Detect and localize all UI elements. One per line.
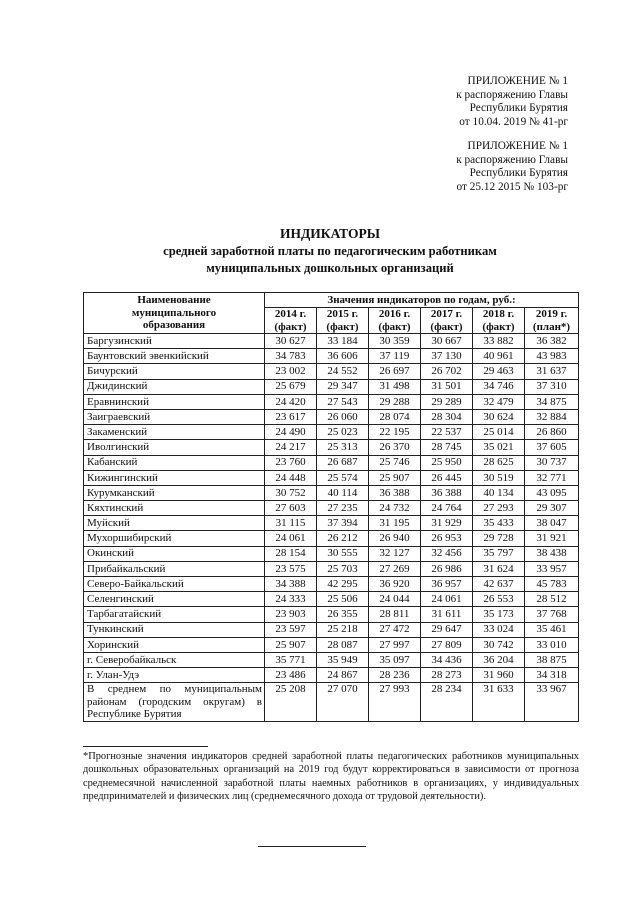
- indicator-value: 36 382: [525, 334, 579, 349]
- indicator-value: 30 737: [525, 455, 579, 470]
- indicator-value: 28 625: [473, 455, 525, 470]
- table-body: [84, 334, 579, 722]
- indicator-value: 34 746: [473, 379, 525, 394]
- end-divider: [258, 846, 366, 847]
- indicator-value: 35 021: [473, 440, 525, 455]
- summary-value: 27 070: [317, 683, 369, 722]
- indicator-value: 38 047: [525, 516, 579, 531]
- municipality-name: Заиграевский: [84, 409, 265, 424]
- indicator-value: 37 310: [525, 379, 579, 394]
- indicator-value: 28 236: [369, 668, 421, 683]
- indicator-value: 42 637: [473, 577, 525, 592]
- indicator-value: 28 811: [369, 607, 421, 622]
- document-subtitle-line1: средней заработной платы по педагогическим работникам: [163, 244, 497, 258]
- values-group-header: Значения индикаторов по годам, руб.:: [265, 293, 579, 308]
- indicator-value: 25 218: [317, 622, 369, 637]
- summary-row: [84, 683, 579, 722]
- summary-value: 25 208: [265, 683, 317, 722]
- indicator-value: 31 195: [369, 516, 421, 531]
- indicator-value: 40 961: [473, 349, 525, 364]
- appendix-date-number: от 25.12 2015 № 103-рг: [456, 180, 568, 193]
- indicator-value: 24 217: [265, 440, 317, 455]
- indicator-value: 30 667: [421, 334, 473, 349]
- indicator-value: 38 875: [525, 652, 579, 667]
- municipality-name: Муйский: [84, 516, 265, 531]
- indicator-value: 30 752: [265, 485, 317, 500]
- municipality-name: Кяхтинский: [84, 501, 265, 516]
- year-type-label: (план*): [532, 320, 571, 333]
- indicator-value: 23 597: [265, 622, 317, 637]
- indicator-value: 28 154: [265, 546, 317, 561]
- indicator-value: 26 212: [317, 531, 369, 546]
- indicator-value: 22 195: [369, 425, 421, 440]
- table-row: [84, 637, 579, 652]
- year-column-header: [317, 308, 369, 334]
- indicator-value: 23 617: [265, 409, 317, 424]
- year-column-header: [473, 308, 525, 334]
- indicator-value: 25 907: [369, 470, 421, 485]
- indicator-value: 29 728: [473, 531, 525, 546]
- appendix-issuer: к распоряжению Главы: [456, 88, 568, 101]
- indicator-value: 31 115: [265, 516, 317, 531]
- summary-value: 27 993: [369, 683, 421, 722]
- indicator-value: 24 552: [317, 364, 369, 379]
- municipality-name: Иволгинский: [84, 440, 265, 455]
- table-row: [84, 455, 579, 470]
- indicator-value: 24 061: [265, 531, 317, 546]
- municipality-name: Закаменский: [84, 425, 265, 440]
- indicator-value: 35 797: [473, 546, 525, 561]
- appendix-header-original: [456, 140, 568, 194]
- indicator-value: 25 506: [317, 592, 369, 607]
- indicator-value: 28 745: [421, 440, 473, 455]
- indicator-value: 25 746: [369, 455, 421, 470]
- indicator-value: 32 479: [473, 394, 525, 409]
- table-row: [84, 561, 579, 576]
- indicator-value: 32 127: [369, 546, 421, 561]
- summary-value: 33 967: [525, 683, 579, 722]
- indicator-value: 31 960: [473, 668, 525, 683]
- indicator-value: 35 433: [473, 516, 525, 531]
- table-row: [84, 394, 579, 409]
- indicator-value: 27 269: [369, 561, 421, 576]
- municipality-name: Мухоршибирский: [84, 531, 265, 546]
- municipality-name: Бичурский: [84, 364, 265, 379]
- indicator-value: 29 347: [317, 379, 369, 394]
- indicator-value: 24 061: [421, 592, 473, 607]
- header-text: образования: [142, 319, 206, 332]
- indicator-value: 38 438: [525, 546, 579, 561]
- indicator-value: 40 134: [473, 485, 525, 500]
- municipality-name: Джидинский: [84, 379, 265, 394]
- year-label: 2019 г.: [535, 308, 568, 320]
- appendix-title: ПРИЛОЖЕНИЕ № 1: [467, 75, 568, 87]
- indicator-value: 40 114: [317, 485, 369, 500]
- indicator-value: 26 702: [421, 364, 473, 379]
- indicator-value: 42 295: [317, 577, 369, 592]
- indicator-value: 25 023: [317, 425, 369, 440]
- indicator-value: 24 333: [265, 592, 317, 607]
- appendix-date-number: от 10.04. 2019 № 41-рг: [459, 115, 568, 128]
- indicator-value: 27 809: [421, 637, 473, 652]
- indicator-value: 29 307: [525, 501, 579, 516]
- indicator-value: 24 420: [265, 394, 317, 409]
- table-row: [84, 485, 579, 500]
- indicator-value: 36 388: [421, 485, 473, 500]
- indicator-value: 33 882: [473, 334, 525, 349]
- indicator-value: 24 867: [317, 668, 369, 683]
- table-row: [84, 531, 579, 546]
- indicator-value: 22 537: [421, 425, 473, 440]
- indicator-value: 36 388: [369, 485, 421, 500]
- indicator-value: 26 953: [421, 531, 473, 546]
- year-type-label: (факт): [274, 320, 307, 333]
- indicator-value: 30 624: [473, 409, 525, 424]
- year-type-label: (факт): [482, 320, 515, 333]
- table-row: [84, 652, 579, 667]
- indicator-value: 37 768: [525, 607, 579, 622]
- indicator-value: 32 771: [525, 470, 579, 485]
- table-row: [84, 501, 579, 516]
- indicator-value: 36 957: [421, 577, 473, 592]
- table-row: [84, 592, 579, 607]
- indicator-value: 31 929: [421, 516, 473, 531]
- table-row: [84, 364, 579, 379]
- table-row: [84, 607, 579, 622]
- indicator-value: 27 472: [369, 622, 421, 637]
- indicator-value: 36 920: [369, 577, 421, 592]
- indicator-value: 24 764: [421, 501, 473, 516]
- year-column-header: [369, 308, 421, 334]
- indicator-value: 24 448: [265, 470, 317, 485]
- indicator-value: 37 119: [369, 349, 421, 364]
- indicator-value: 27 603: [265, 501, 317, 516]
- indicator-value: 31 921: [525, 531, 579, 546]
- municipality-name: Баунтовский эвенкийский: [84, 349, 265, 364]
- indicator-value: 34 436: [421, 652, 473, 667]
- municipality-name: Кижингинский: [84, 470, 265, 485]
- table-row: [84, 379, 579, 394]
- document-subtitle-line2: муниципальных дошкольных организаций: [206, 261, 454, 275]
- municipality-name: Тарбагатайский: [84, 607, 265, 622]
- appendix-region: Республики Бурятия: [469, 102, 568, 115]
- indicator-value: 29 289: [421, 394, 473, 409]
- indicator-value: 37 605: [525, 440, 579, 455]
- indicator-value: 36 204: [473, 652, 525, 667]
- municipality-name: Прибайкальский: [84, 561, 265, 576]
- municipality-name: Еравнинский: [84, 394, 265, 409]
- year-label: 2014 г.: [274, 308, 307, 320]
- table-row: [84, 409, 579, 424]
- indicator-value: 31 637: [525, 364, 579, 379]
- indicator-value: 27 235: [317, 501, 369, 516]
- appendix-issuer: к распоряжению Главы: [456, 153, 568, 166]
- year-label: 2017 г.: [430, 308, 463, 320]
- indicator-value: 26 355: [317, 607, 369, 622]
- table-row: [84, 334, 579, 349]
- municipality-name: Окинский: [84, 546, 265, 561]
- summary-value: 31 633: [473, 683, 525, 722]
- indicator-value: 33 957: [525, 561, 579, 576]
- indicator-value: 31 498: [369, 379, 421, 394]
- indicator-value: 32 456: [421, 546, 473, 561]
- indicator-value: 30 627: [265, 334, 317, 349]
- indicator-value: 43 983: [525, 349, 579, 364]
- indicator-value: 26 697: [369, 364, 421, 379]
- year-column-header: [421, 308, 473, 334]
- year-type-label: (факт): [326, 320, 359, 333]
- indicator-value: 26 370: [369, 440, 421, 455]
- indicator-value: 33 024: [473, 622, 525, 637]
- indicators-table: [83, 292, 579, 722]
- indicator-value: 35 097: [369, 652, 421, 667]
- indicator-value: 24 732: [369, 501, 421, 516]
- indicator-value: 34 875: [525, 394, 579, 409]
- indicator-value: 23 486: [265, 668, 317, 683]
- indicator-value: 26 687: [317, 455, 369, 470]
- municipality-name: Тункинский: [84, 622, 265, 637]
- indicator-value: 25 679: [265, 379, 317, 394]
- table-row: [84, 546, 579, 561]
- header-text: муниципального: [131, 306, 217, 319]
- indicator-value: 26 445: [421, 470, 473, 485]
- table-row: [84, 577, 579, 592]
- indicator-value: 35 949: [317, 652, 369, 667]
- indicator-value: 28 087: [317, 637, 369, 652]
- indicator-value: 36 606: [317, 349, 369, 364]
- indicator-value: 33 184: [317, 334, 369, 349]
- indicator-value: 29 463: [473, 364, 525, 379]
- indicator-value: 30 742: [473, 637, 525, 652]
- footnote-divider: [83, 746, 208, 747]
- indicator-value: 32 884: [525, 409, 579, 424]
- indicator-value: 23 903: [265, 607, 317, 622]
- indicator-value: 35 461: [525, 622, 579, 637]
- indicator-value: 26 940: [369, 531, 421, 546]
- indicator-value: 26 986: [421, 561, 473, 576]
- year-label: 2018 г.: [482, 308, 515, 320]
- indicator-value: 35 173: [473, 607, 525, 622]
- municipality-name: г. Улан-Удэ: [84, 668, 265, 683]
- municipality-name: Северо-Байкальский: [84, 577, 265, 592]
- indicator-value: 28 074: [369, 409, 421, 424]
- indicator-value: 25 907: [265, 637, 317, 652]
- indicator-value: 45 783: [525, 577, 579, 592]
- indicator-value: 28 304: [421, 409, 473, 424]
- indicator-value: 25 950: [421, 455, 473, 470]
- indicator-value: 37 394: [317, 516, 369, 531]
- municipality-name: Курумканский: [84, 485, 265, 500]
- footnote: *Прогнозные значения индикаторов средней заработной платы педагогических работников муниципальных дошкольных образовательных организаций на 2019 год будут корректироваться в зависимости от прогноза среднемесячной начисленной заработной платы наемных работников в организациях, у индивидуальных предпринимателей и физических лиц (среднемесячного дохода от трудовой деятельности).: [83, 751, 579, 802]
- indicator-value: 27 293: [473, 501, 525, 516]
- indicator-value: 26 060: [317, 409, 369, 424]
- year-type-label: (факт): [378, 320, 411, 333]
- indicator-value: 23 760: [265, 455, 317, 470]
- indicator-value: 31 501: [421, 379, 473, 394]
- table-row: [84, 349, 579, 364]
- indicator-value: 35 771: [265, 652, 317, 667]
- year-column-header: [525, 308, 579, 334]
- document-title: ИНДИКАТОРЫ: [280, 226, 380, 241]
- municipality-name: Кабанский: [84, 455, 265, 470]
- indicator-value: 43 095: [525, 485, 579, 500]
- indicator-value: 27 543: [317, 394, 369, 409]
- table-row: [84, 470, 579, 485]
- indicator-value: 27 997: [369, 637, 421, 652]
- indicator-value: 25 014: [473, 425, 525, 440]
- year-label: 2016 г.: [378, 308, 411, 320]
- table-row: [84, 622, 579, 637]
- municipality-column-header: [84, 293, 265, 334]
- indicator-value: 34 318: [525, 668, 579, 683]
- indicator-value: 30 359: [369, 334, 421, 349]
- indicator-value: 24 044: [369, 592, 421, 607]
- table-row: [84, 440, 579, 455]
- year-type-label: (факт): [430, 320, 463, 333]
- header-text: Наименование: [137, 294, 211, 307]
- indicator-value: 33 010: [525, 637, 579, 652]
- municipality-name: Хоринский: [84, 637, 265, 652]
- indicator-value: 34 388: [265, 577, 317, 592]
- indicator-value: 25 574: [317, 470, 369, 485]
- indicator-value: 26 860: [525, 425, 579, 440]
- table-row: [84, 516, 579, 531]
- appendix-header-current: [456, 75, 568, 129]
- indicator-value: 23 575: [265, 561, 317, 576]
- indicator-value: 29 647: [421, 622, 473, 637]
- indicator-value: 29 288: [369, 394, 421, 409]
- appendix-region: Республики Бурятия: [469, 167, 568, 180]
- indicator-value: 30 519: [473, 470, 525, 485]
- indicator-value: 30 555: [317, 546, 369, 561]
- indicator-value: 25 313: [317, 440, 369, 455]
- indicator-value: 23 002: [265, 364, 317, 379]
- indicator-value: 28 512: [525, 592, 579, 607]
- municipality-name: Селенгинский: [84, 592, 265, 607]
- table-header-row: [84, 293, 579, 308]
- indicator-value: 31 624: [473, 561, 525, 576]
- indicator-value: 24 490: [265, 425, 317, 440]
- year-column-header: [265, 308, 317, 334]
- year-label: 2015 г.: [326, 308, 359, 320]
- indicator-value: 34 783: [265, 349, 317, 364]
- indicator-value: 37 130: [421, 349, 473, 364]
- municipality-name: Баргузинский: [84, 334, 265, 349]
- table-row: [84, 425, 579, 440]
- indicator-value: 25 703: [317, 561, 369, 576]
- summary-label: В среднем по муниципальным районам (городским округам) в Республике Бурятия: [84, 683, 265, 722]
- table-row: [84, 668, 579, 683]
- municipality-name: г. Северобайкальск: [84, 652, 265, 667]
- indicator-value: 31 611: [421, 607, 473, 622]
- indicator-value: 28 273: [421, 668, 473, 683]
- summary-value: 28 234: [421, 683, 473, 722]
- indicator-value: 26 553: [473, 592, 525, 607]
- appendix-title: ПРИЛОЖЕНИЕ № 1: [467, 140, 568, 152]
